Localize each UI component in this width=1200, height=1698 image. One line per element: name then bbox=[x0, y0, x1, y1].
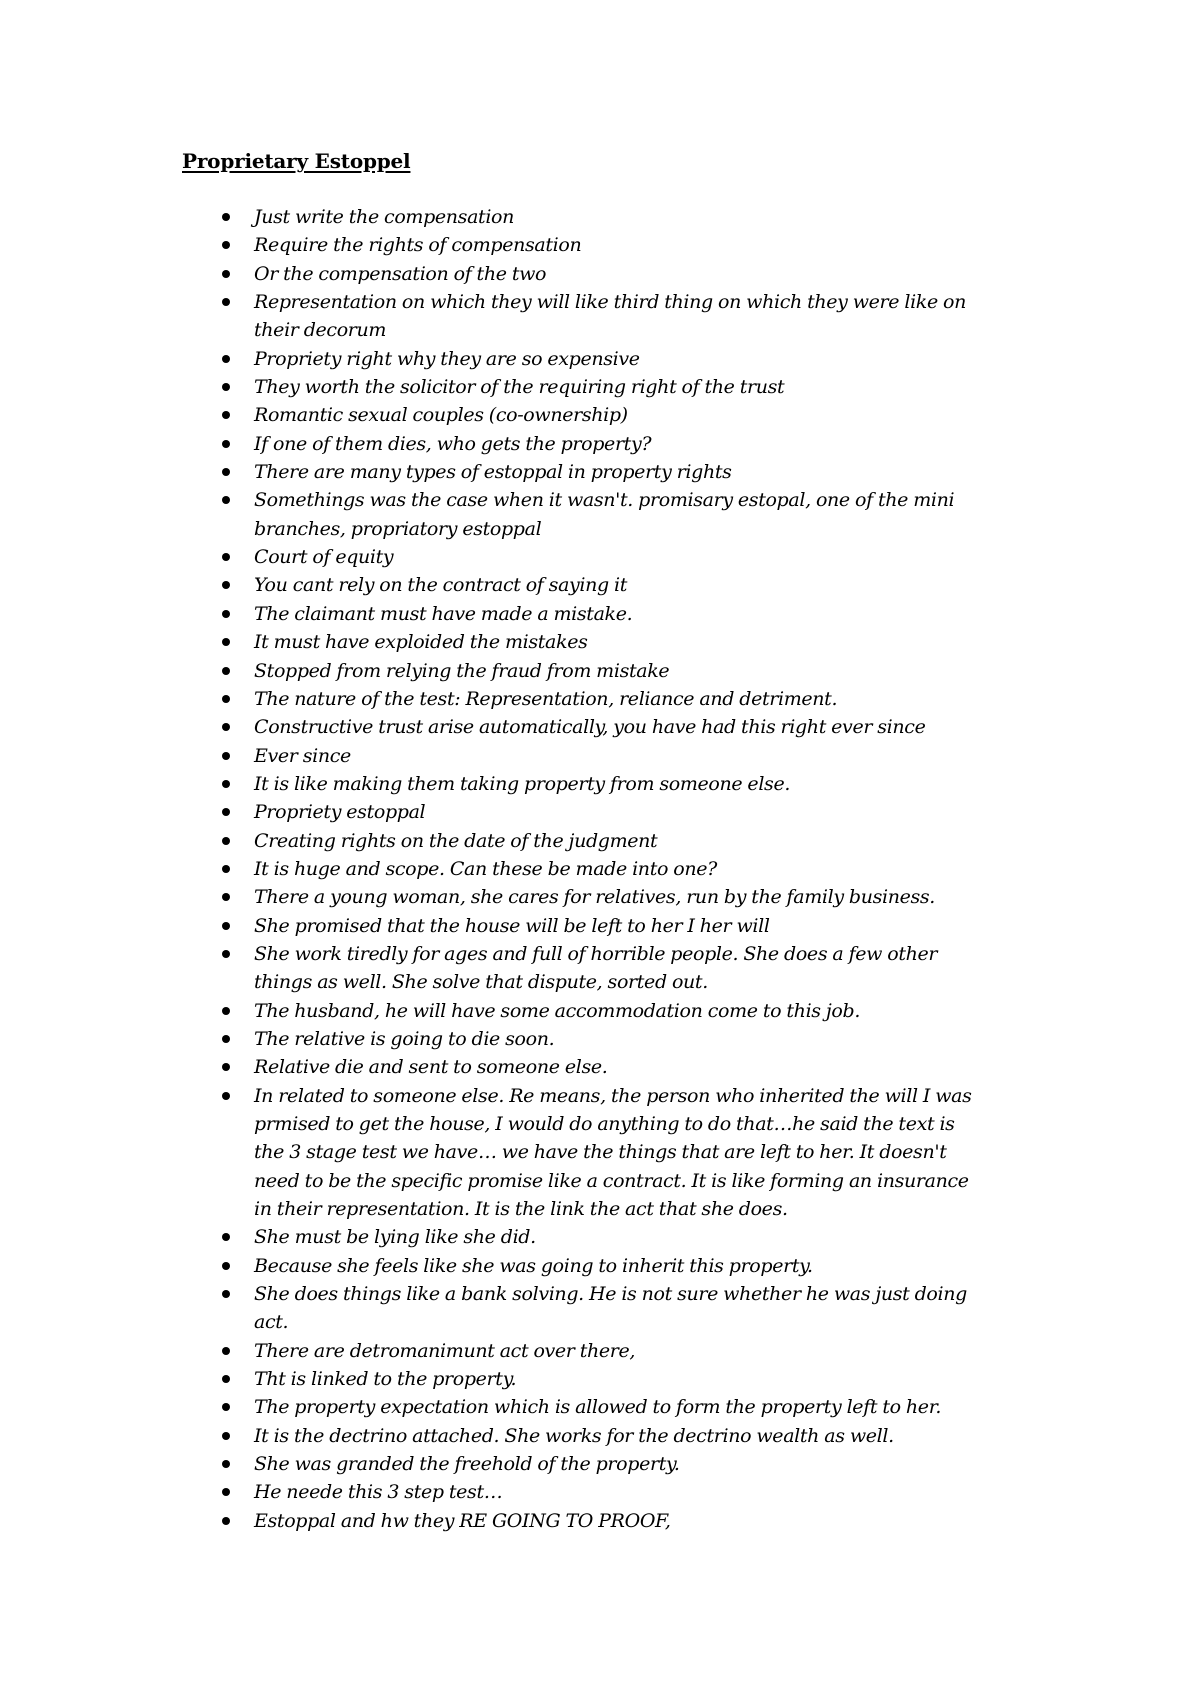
bullet-icon bbox=[222, 1517, 230, 1525]
list-item bbox=[254, 1507, 1054, 1535]
bullet-icon bbox=[222, 298, 230, 306]
bullet-icon bbox=[222, 950, 230, 958]
list-item bbox=[254, 1365, 1054, 1393]
bullet-icon bbox=[222, 270, 230, 278]
list-item-text: There a young woman, she cares for relatives, run by the family business. bbox=[254, 886, 935, 909]
list-item bbox=[254, 401, 1054, 429]
bullet-icon bbox=[222, 865, 230, 873]
list-item-text: The nature of the test: Representation, reliance and detriment. bbox=[254, 687, 838, 710]
list-item-text: Constructive trust arise automatically, you have had this right ever since bbox=[254, 716, 926, 739]
bullet-icon bbox=[222, 1403, 230, 1411]
list-item bbox=[254, 543, 1054, 571]
list-item bbox=[254, 798, 1054, 826]
list-item bbox=[254, 883, 1054, 911]
bullet-icon bbox=[222, 1035, 230, 1043]
list-item-text: The property expectation which is allowed to form the property left to her. bbox=[254, 1396, 942, 1419]
list-item bbox=[254, 458, 1054, 486]
list-item bbox=[254, 571, 1054, 599]
list-item bbox=[254, 657, 1054, 685]
list-item-text: If one of them dies, who gets the property? bbox=[254, 432, 652, 455]
list-item-text: Estoppal and hw they RE GOING TO PROOF, bbox=[254, 1509, 671, 1532]
list-item bbox=[254, 1280, 1054, 1337]
bullet-icon bbox=[222, 1432, 230, 1440]
bullet-icon bbox=[222, 553, 230, 561]
bullet-icon bbox=[222, 1460, 230, 1468]
list-item bbox=[254, 1082, 1054, 1224]
list-item-text: Court of equity bbox=[254, 546, 394, 569]
bullet-icon bbox=[222, 213, 230, 221]
list-item-text: Stopped from relying the fraud from mistake bbox=[254, 659, 670, 682]
list-item-text: Just write the compensation bbox=[254, 206, 515, 228]
list-item-text: It is the dectrino attached. She works for the dectrino wealth as well. bbox=[254, 1424, 894, 1447]
list-item-text: There are detromanimunt act over there, bbox=[254, 1339, 636, 1362]
list-item bbox=[254, 1422, 1054, 1450]
list-item bbox=[254, 1223, 1054, 1251]
bullet-icon bbox=[222, 723, 230, 731]
list-item-text: Somethings was the case when it wasn't. promisary estopal, one of the mini branches, propriatory estoppal bbox=[254, 489, 955, 540]
list-item-text: Relative die and sent to someone else. bbox=[254, 1056, 608, 1079]
list-item-text: It must have exploided the mistakes bbox=[254, 631, 588, 654]
list-item bbox=[254, 912, 1054, 940]
bullet-icon bbox=[222, 496, 230, 504]
list-item-text: They worth the solicitor of the requiring right of the trust bbox=[254, 376, 785, 399]
bullet-icon bbox=[222, 922, 230, 930]
list-item bbox=[254, 600, 1054, 628]
bullet-icon bbox=[222, 610, 230, 618]
bullet-icon bbox=[222, 1233, 230, 1241]
list-item-text: The husband, he will have some accommodation come to this job. bbox=[254, 999, 861, 1022]
list-item-text: Representation on which they will like third thing on which they were like on their decorum bbox=[254, 291, 967, 342]
bullet-icon bbox=[222, 695, 230, 703]
list-item-text: It is huge and scope. Can these be made into one? bbox=[254, 857, 717, 880]
bullet-icon bbox=[222, 638, 230, 646]
list-item bbox=[254, 486, 1054, 543]
list-item bbox=[254, 1478, 1054, 1506]
list-item-text: She promised that the house will be left to her I her will bbox=[254, 914, 770, 937]
bullet-icon bbox=[222, 893, 230, 901]
bullet-icon bbox=[222, 355, 230, 363]
bullet-icon bbox=[222, 1488, 230, 1496]
list-item bbox=[254, 1450, 1054, 1478]
list-item-text: She must be lying like she did. bbox=[254, 1226, 536, 1249]
bullet-icon bbox=[222, 667, 230, 675]
list-item-text: Propriety right why they are so expensive bbox=[254, 347, 640, 370]
list-item-text: She does things like a bank solving. He is not sure whether he was just doing act. bbox=[254, 1283, 967, 1334]
list-item bbox=[254, 770, 1054, 798]
list-item-text: She was granded the freehold of the property. bbox=[254, 1453, 680, 1476]
list-item bbox=[254, 231, 1054, 259]
list-item bbox=[254, 1393, 1054, 1421]
bullet-icon bbox=[222, 1375, 230, 1383]
bullet-icon bbox=[222, 1290, 230, 1298]
list-item-text: Require the rights of compensation bbox=[254, 234, 582, 257]
bullet-icon bbox=[222, 837, 230, 845]
bullet-icon bbox=[222, 581, 230, 589]
bullet-icon bbox=[222, 440, 230, 448]
list-item-text: It is like making them taking property from someone else. bbox=[254, 772, 791, 795]
list-item bbox=[254, 345, 1054, 373]
list-item-text: Because she feels like she was going to inherit this property. bbox=[254, 1254, 813, 1277]
list-item bbox=[254, 997, 1054, 1025]
list-item bbox=[254, 203, 1054, 231]
bullet-icon bbox=[222, 383, 230, 391]
list-item-text: The relative is going to die soon. bbox=[254, 1027, 555, 1050]
bullet-icon bbox=[222, 241, 230, 249]
list-item bbox=[254, 742, 1054, 770]
list-item bbox=[254, 260, 1054, 288]
list-item bbox=[254, 827, 1054, 855]
list-item bbox=[254, 713, 1054, 741]
list-item-text: He neede this 3 step test… bbox=[254, 1481, 503, 1504]
list-item bbox=[254, 373, 1054, 401]
list-item-text: Romantic sexual couples (co-ownership) bbox=[254, 404, 628, 427]
bullet-icon bbox=[222, 752, 230, 760]
list-item-text: There are many types of estoppal in property rights bbox=[254, 461, 732, 484]
bullet-icon bbox=[222, 1092, 230, 1100]
bullet-icon bbox=[222, 780, 230, 788]
list-item bbox=[254, 940, 1054, 997]
bullet-icon bbox=[222, 1007, 230, 1015]
bullet-icon bbox=[222, 468, 230, 476]
document-title: Proprietary Estoppel bbox=[182, 149, 411, 173]
list-item-text: Or the compensation of the two bbox=[254, 262, 547, 285]
bullet-icon bbox=[222, 1262, 230, 1270]
list-item bbox=[254, 288, 1054, 345]
list-item bbox=[254, 628, 1054, 656]
list-item bbox=[254, 685, 1054, 713]
bullet-icon bbox=[222, 1063, 230, 1071]
list-item-text: You cant rely on the contract of saying it bbox=[254, 574, 628, 597]
notes-list bbox=[254, 203, 1054, 1535]
list-item-text: Propriety estoppal bbox=[254, 801, 426, 824]
list-item-text: The claimant must have made a mistake. bbox=[254, 602, 633, 625]
list-item-text: In related to someone else. Re means, the person who inherited the will I was prmised to get the house, I would do anything to do that…he said the text is the 3 stage test we have… we have the things that are left to her. It doesn't need to be the specific promise like a contract. It is like forming an insurance in their representation. It is the link the act that she does. bbox=[254, 1084, 972, 1221]
bullet-icon bbox=[222, 1347, 230, 1355]
list-item-text: Ever since bbox=[254, 744, 351, 767]
list-item-text: Tht is linked to the property. bbox=[254, 1368, 517, 1391]
list-item-text: She work tiredly for ages and full of horrible people. She does a few other things as well. She solve that dispute, sorted out. bbox=[254, 942, 938, 994]
list-item bbox=[254, 1053, 1054, 1081]
list-item bbox=[254, 1252, 1054, 1280]
bullet-icon bbox=[222, 808, 230, 816]
list-item bbox=[254, 430, 1054, 458]
list-item bbox=[254, 1025, 1054, 1053]
list-item bbox=[254, 1337, 1054, 1365]
list-item bbox=[254, 855, 1054, 883]
bullet-icon bbox=[222, 411, 230, 419]
list-item-text: Creating rights on the date of the judgment bbox=[254, 829, 658, 852]
